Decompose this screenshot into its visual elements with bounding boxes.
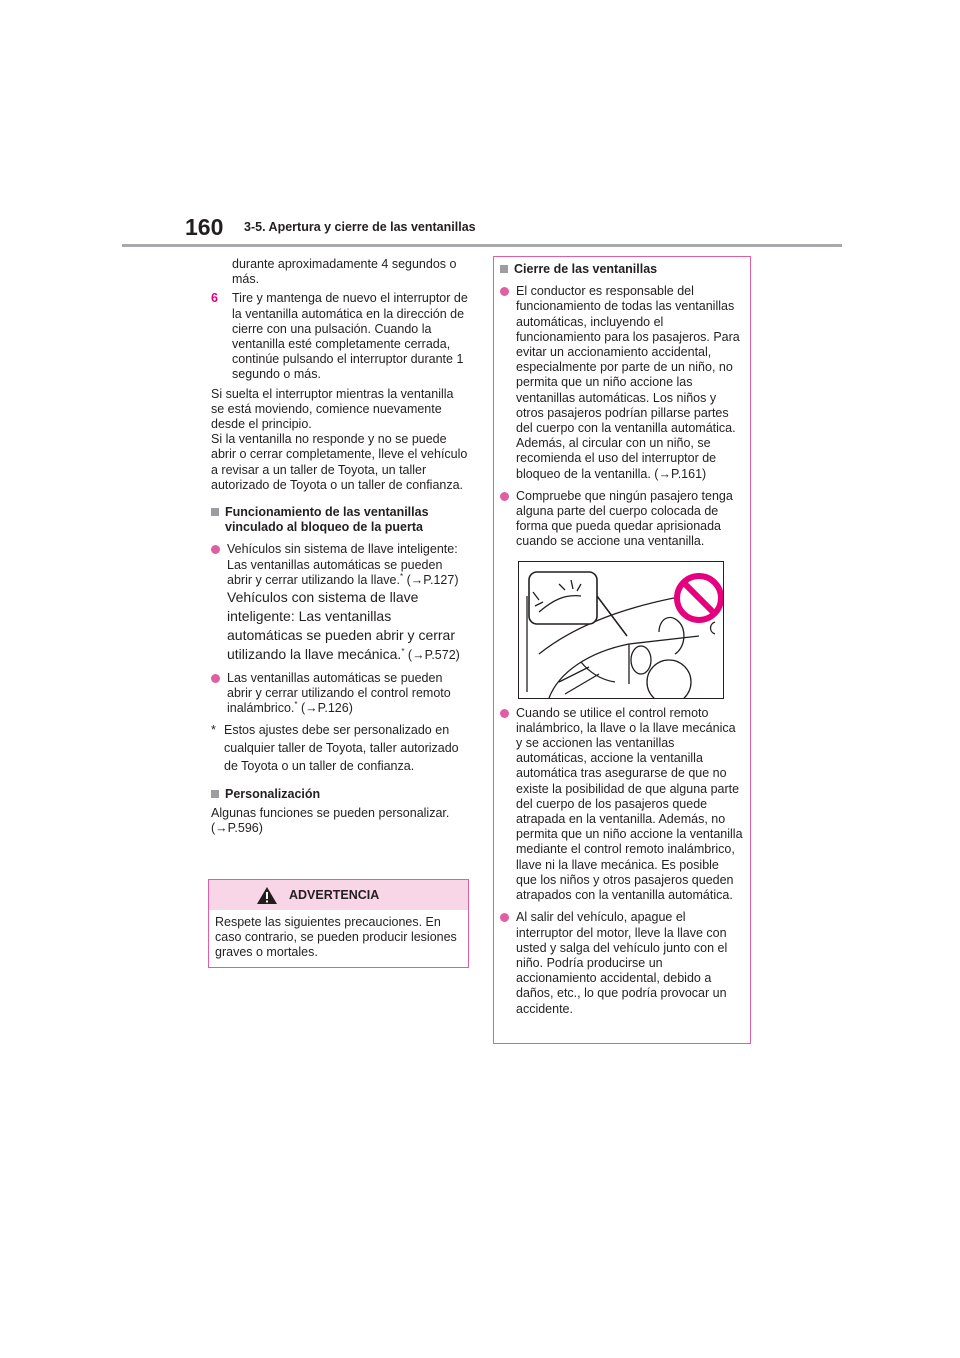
bullet-text: Vehículos sin sistema de llave inteligente: Las ventanillas automáticas se pueden abrir y cerrar utilizando la llave. xyxy=(227,542,458,587)
heading-door-lock-link: Funcionamiento de las ventanillas vinculado al bloqueo de la puerta xyxy=(211,505,469,535)
footnote xyxy=(211,721,469,775)
circle-bullet-icon xyxy=(500,287,509,296)
square-bullet-icon xyxy=(211,790,219,798)
square-bullet-icon xyxy=(500,265,508,273)
bullet-text: Al salir del vehículo, apague el interruptor del motor, lleve la llave con usted y salga del vehículo junto con el niño. Podría producirse un accionamiento accidental, debido a daños, etc., lo que podría provocar un accidente. xyxy=(516,910,728,1016)
list-item: El conductor es responsable del funcionamiento de todas las ventanillas automáticas, incluyendo el funcionamiento para los pasajeros. Para evitar un accionamiento accidental, especialmente por parte de un niño, no permita que un niño accione las ventanillas automáticas. Los niños y otros pasajeros podrían pillarse partes del cuerpo con la ventanilla automática. Además, al circular con un niño, se recomienda el uso del interruptor de bloqueo de la ventanilla. (→P.161) xyxy=(500,284,743,482)
arrow-icon: → xyxy=(412,648,425,663)
step-text: Tire y mantenga de nuevo el interruptor de la ventanilla automática en la dirección de cierre con una pulsación. Cuando la ventanilla esté completamente cerrada, continúe pulsando el interruptor durante 1 segundo o más. xyxy=(232,291,468,382)
warning-header xyxy=(209,880,468,910)
warning-triangle-icon xyxy=(256,886,278,905)
arrow-icon: → xyxy=(658,466,671,481)
list-item: Vehículos sin sistema de llave inteligente: Las ventanillas automáticas se pueden abrir y cerrar utilizando la llave.* (→P.127) Vehículos con sistema de llave inteligente: Las ventanillas automáticas se pueden abrir y cerrar utilizando la llave mecánica.* (→P.572) xyxy=(211,542,469,664)
left-column xyxy=(211,257,469,836)
circle-bullet-icon xyxy=(500,913,509,922)
warning-box xyxy=(208,879,469,968)
square-bullet-icon xyxy=(211,508,219,516)
page-number: 160 xyxy=(185,214,224,240)
heading-window-closing: Cierre de las ventanillas xyxy=(500,262,743,277)
header-rule xyxy=(122,244,842,247)
list-item xyxy=(500,910,743,1016)
page-ref-link[interactable]: P.161 xyxy=(670,466,703,481)
step-6 xyxy=(211,291,469,382)
circle-bullet-icon xyxy=(211,674,220,683)
bullet-text: El conductor es responsable del funcionamiento de todas las ventanillas automáticas, incluyendo el funcionamiento para los pasajeros. Para evitar un accionamiento accidental, especialmente por parte de un niño, no permita que un niño accione las ventanillas automáticas. Los niños y otros pasajeros podrían pillarse partes del cuerpo con la ventanilla automática. Además, al circular con un niño, se recomienda el uso del interruptor de bloqueo de la ventanilla. xyxy=(516,284,740,481)
paragraph: Si la ventanilla no responde y no se puede abrir o cerrar completamente, lleve el vehículo a revisar a un taller de Toyota, un taller autorizado de Toyota o un taller de confianza. xyxy=(211,432,468,492)
footnote-mark: * xyxy=(211,722,216,737)
list-item xyxy=(500,706,743,904)
warning-title: ADVERTENCIA xyxy=(289,888,380,902)
intro-text: durante aproximadamente 4 segundos o más. xyxy=(232,257,457,287)
circle-bullet-icon xyxy=(500,492,509,501)
heading-customization: Personalización xyxy=(211,787,469,802)
footnote-text: Estos ajustes debe ser personalizado en cualquier taller de Toyota, taller autorizado de Toyota o un taller de confianza. xyxy=(224,722,459,773)
bullet-text: Vehículos con sistema de llave inteligente: Las ventanillas automáticas se pueden abrir y cerrar utilizando la llave mecánica. xyxy=(227,589,455,663)
page-ref-link[interactable]: P.126 xyxy=(317,701,349,716)
paragraph: Si suelta el interruptor mientras la ventanilla se está moviendo, comience nuevamente desde el principio. xyxy=(211,386,454,432)
page-ref-link[interactable]: P.596 xyxy=(227,821,259,836)
warning-text: Respete las siguientes precauciones. En caso contrario, se pueden producir lesiones graves o mortales. xyxy=(215,915,457,960)
circle-bullet-icon xyxy=(500,709,509,718)
bullet-text: Compruebe que ningún pasajero tenga alguna parte del cuerpo colocada de forma que pueda quedar aprisionada cuando se accione una ventanilla. xyxy=(516,488,733,549)
warning-continued-box xyxy=(493,256,751,1044)
window-pinch-illustration xyxy=(518,561,724,699)
circle-bullet-icon xyxy=(211,545,220,554)
page-ref-link[interactable]: P.572 xyxy=(424,648,456,663)
arrow-icon: → xyxy=(305,701,318,716)
section-title: 3-5. Apertura y cierre de las ventanillas xyxy=(244,220,476,234)
arrow-icon: → xyxy=(410,572,424,587)
step-number: 6 xyxy=(211,291,218,306)
bullet-text: Las ventanillas automáticas se pueden abrir y cerrar utilizando el control remoto inalámbrico. xyxy=(227,671,451,716)
list-item xyxy=(500,489,743,550)
list-item: Las ventanillas automáticas se pueden abrir y cerrar utilizando el control remoto inalámbrico.* (→P.126) xyxy=(211,671,469,717)
bullet-text: Cuando se utilice el control remoto inalámbrico, la llave o la llave mecánica y se accionen las ventanillas automáticas, accione la ventanilla automática tras asegurarse de que no existe la posibilidad de que alguna parte del cuerpo de los pasajeros quede atrapada en la ventanilla. Además, no permita que un niño accione la ventanilla mediante el control remoto inalámbrico, llave ni la llave mecánica. Es posible que los niños y otros pasajeros queden atrapados con la ventanilla automática. xyxy=(516,705,743,903)
paragraph: Algunas funciones se pueden personalizar. (→P.596) xyxy=(211,805,450,836)
page-ref-link[interactable]: P.127 xyxy=(423,572,455,587)
arrow-icon: → xyxy=(215,821,228,836)
